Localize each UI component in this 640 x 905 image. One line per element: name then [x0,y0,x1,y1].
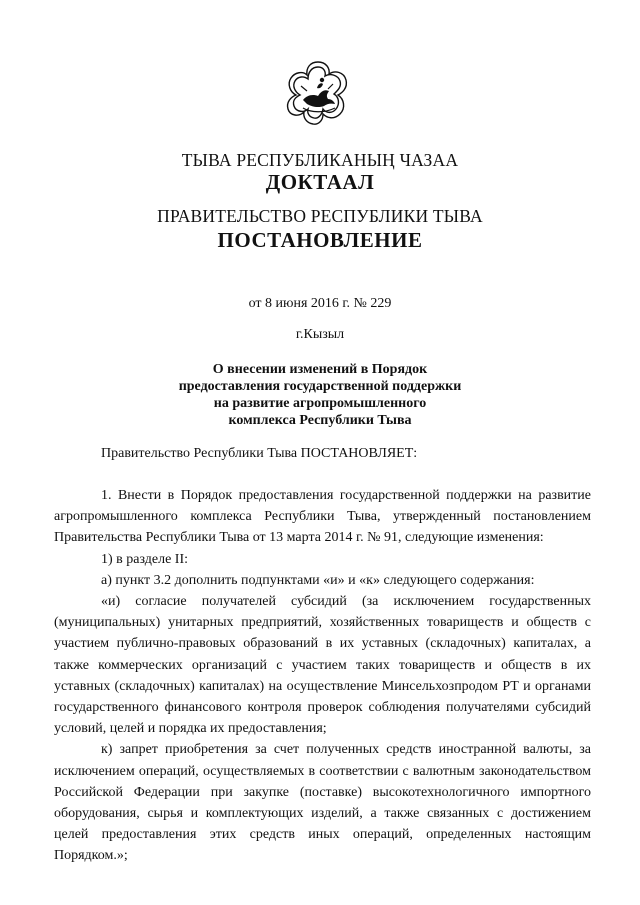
paragraph-item-1: 1. Внести в Порядок предоставления государственной поддержки на развитие агропромышленного комплекса Республики Тыва, утвержденный постановлением Правительства Республики Тыва от 13 марта 2014 г. № 91, следующие изменения: [54,488,591,546]
republic-of-tuva-emblem [283,58,353,128]
paragraph-subpoint-i: «и) согласие получателей субсидий (за исключением государственных (муниципальных) унитарных предприятий, хозяйственных товариществ и обществ с участием публично-правовых образований в их уставных (складочных) капиталах, а также коммерческих организаций с участием таких товариществ и обществ в их уставных (складочных) капиталах) на осуществление Минсельхозпродом РТ и органами государственного финансового контроля проверок соблюдения получателями субсидий условий, целей и порядка их предоставления; [54,594,591,737]
paragraph-point-3-2: а) пункт 3.2 дополнить подпунктами «и» и «к» следующего содержания: [101,572,535,588]
paragraph-section-2: 1) в разделе II: [101,551,189,567]
russian-government-name: ПРАВИТЕЛЬСТВО РЕСПУБЛИКИ ТЫВА [157,206,483,226]
russian-document-type: ПОСТАНОВЛЕНИЕ [217,228,423,252]
title-line: комплекса Республики Тыва [228,413,412,428]
title-line: на развитие агропромышленного [213,396,427,411]
document-city: г.Кызыл [295,327,345,342]
title-line: предоставления государственной поддержки [178,379,462,394]
document-date-number: от 8 июня 2016 г. № 229 [248,296,392,311]
document-body [54,485,591,867]
tuvan-government-name: ТЫВА РЕСПУБЛИКАНЫҢ ЧАЗАА [181,150,459,170]
paragraph-subpoint-k: к) запрет приобретения за счет полученных средств иностранной валюты, за исключением операций, осуществляемых в соответствии с валютным законодательством Российской Федерации при закупке (поставке) высокотехнологичного импортного оборудования, сырья и комплектующих изделий, а также связанных с достижением целей предоставления этих средств иных операций, определенных настоящим Порядком.»; [54,742,591,864]
title-line: О внесении изменений в Порядок [212,362,428,377]
preamble: Правительство Республики Тыва ПОСТАНОВЛЯЕТ: [101,446,418,461]
document-title [0,361,640,429]
tuvan-document-type: ДОКТААЛ [265,170,375,194]
